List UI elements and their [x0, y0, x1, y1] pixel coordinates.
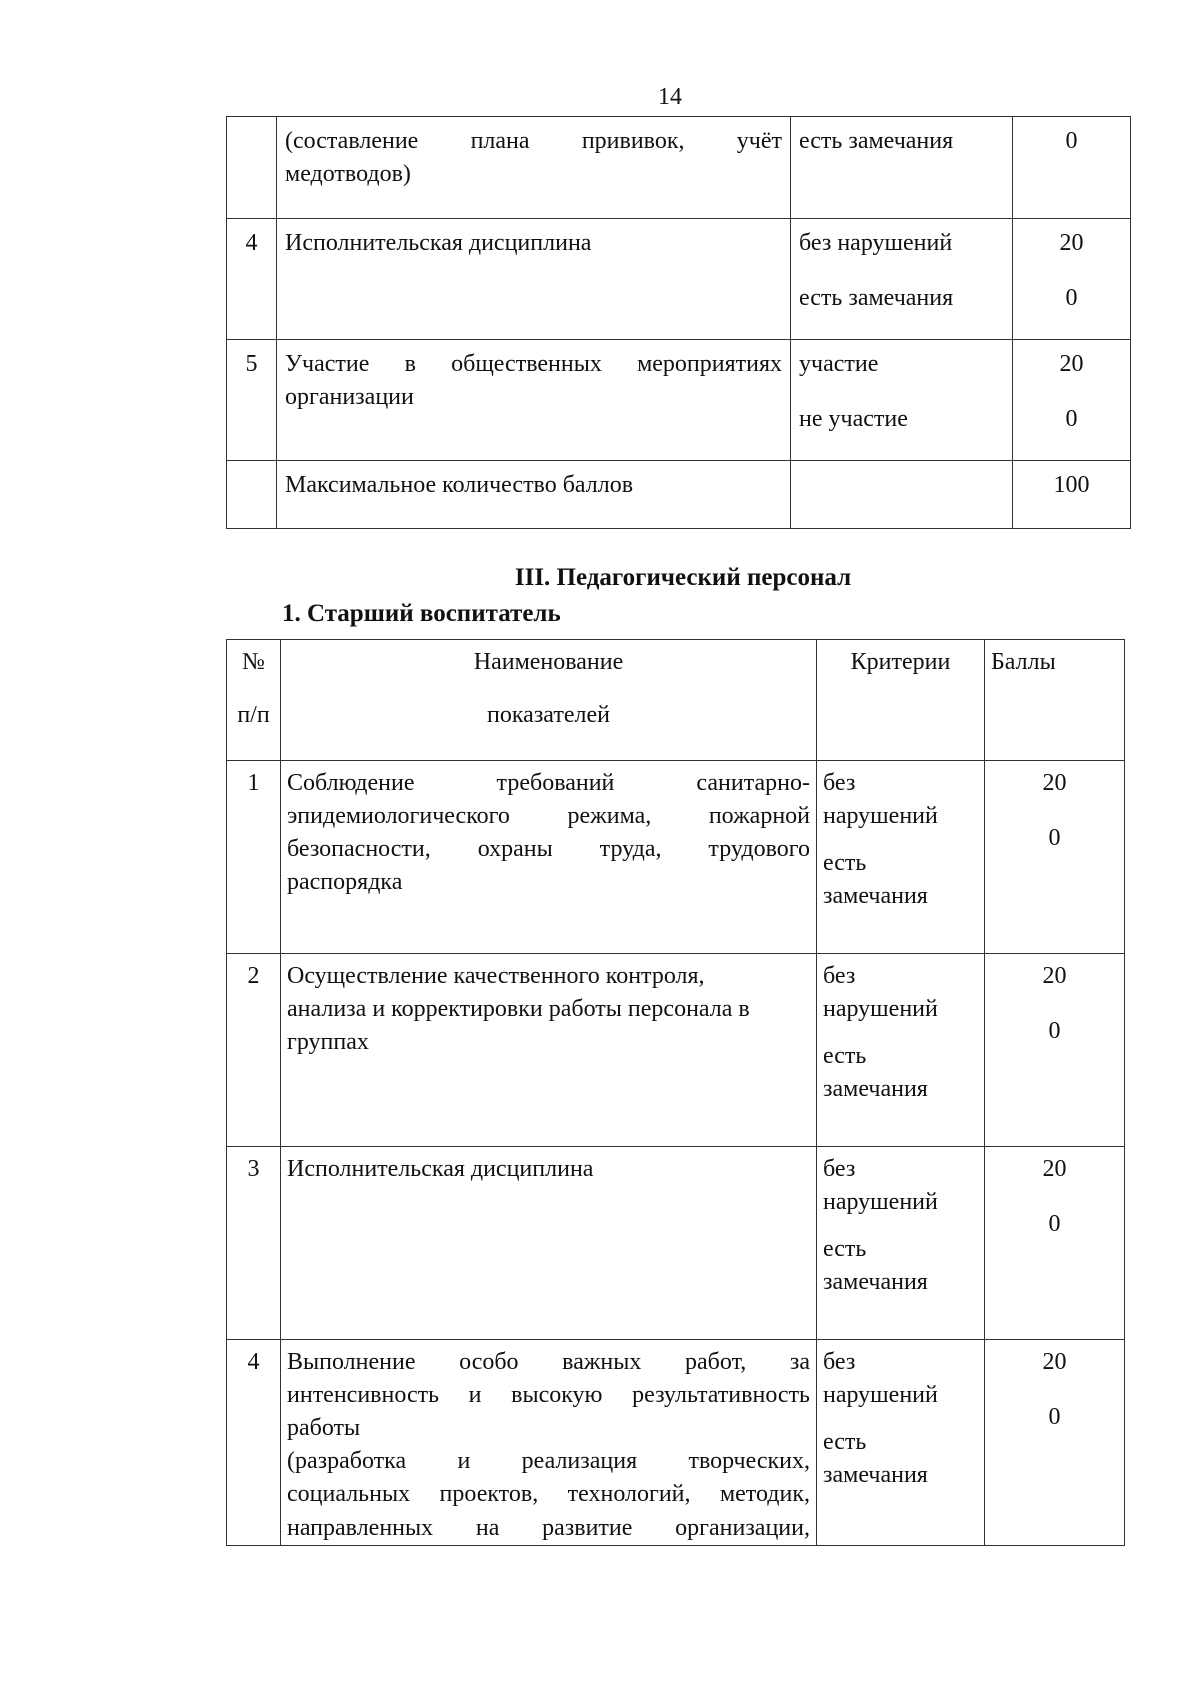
evaluation-table-continued — [226, 116, 1131, 529]
criteria-cell: без нарушений есть замечания — [817, 1340, 985, 1546]
row-number — [227, 461, 277, 529]
indicator-cell: (составление плана прививок, учёт медотводов) — [277, 117, 791, 219]
criteria-cell: без нарушений есть замечания — [817, 954, 985, 1147]
score-cell: 20 0 — [985, 1147, 1125, 1340]
criteria-cell: есть замечания — [791, 117, 1013, 219]
table-row — [227, 761, 1125, 954]
table-row — [227, 1340, 1125, 1546]
indicator-cell: Осуществление качественного контроля, анализа и корректировки работы персонала в группах — [281, 954, 817, 1147]
score-cell: 20 0 — [985, 1340, 1125, 1546]
section-title: III. Педагогический персонал — [514, 564, 852, 591]
header-indicator-name: Наименование показателей — [281, 640, 817, 761]
criteria-cell — [791, 461, 1013, 529]
criteria-cell: участие не участие — [791, 340, 1013, 461]
row-number: 2 — [227, 954, 281, 1147]
criteria-cell: без нарушений есть замечания — [791, 219, 1013, 340]
indicator-cell: Выполнение особо важных работ, за интенсивность и высокую результативность работы (разработка и реализация творческих, социальных проектов, технологий, методик, направленных на развитие организации, — [281, 1340, 817, 1546]
header-criteria: Критерии — [817, 640, 985, 761]
row-number: 4 — [227, 219, 277, 340]
score-cell: 20 0 — [985, 954, 1125, 1147]
total-score: 100 — [1013, 461, 1131, 529]
table-header — [227, 640, 1125, 761]
row-number: 4 — [227, 1340, 281, 1546]
header-scores: Баллы — [985, 640, 1125, 761]
score-cell: 20 0 — [1013, 340, 1131, 461]
row-number: 3 — [227, 1147, 281, 1340]
page-number: 14 — [658, 84, 682, 110]
row-number: 1 — [227, 761, 281, 954]
indicator-cell: Исполнительская дисциплина — [277, 219, 791, 340]
score-cell: 20 0 — [1013, 219, 1131, 340]
score-cell: 20 0 — [985, 761, 1125, 954]
table-row — [227, 340, 1131, 461]
row-number: 5 — [227, 340, 277, 461]
table-row — [227, 117, 1131, 219]
indicator-cell: Соблюдение требований санитарно- эпидемиологического режима, пожарной безопасности, охраны труда, трудового распорядка — [281, 761, 817, 954]
header-number: № п/п — [227, 640, 281, 761]
table-row — [227, 1147, 1125, 1340]
senior-educator-table — [226, 639, 1125, 1546]
indicator-cell: Исполнительская дисциплина — [281, 1147, 817, 1340]
table-row — [227, 954, 1125, 1147]
criteria-cell: без нарушений есть замечания — [817, 1147, 985, 1340]
criteria-cell: без нарушений есть замечания — [817, 761, 985, 954]
row-number — [227, 117, 277, 219]
indicator-cell: Участие в общественных мероприятиях организации — [277, 340, 791, 461]
indicator-cell: Максимальное количество баллов — [277, 461, 791, 529]
table-row — [227, 219, 1131, 340]
score-cell: 0 — [1013, 117, 1131, 219]
subsection-title: 1. Старший воспитатель — [282, 600, 561, 627]
table-row-total — [227, 461, 1131, 529]
